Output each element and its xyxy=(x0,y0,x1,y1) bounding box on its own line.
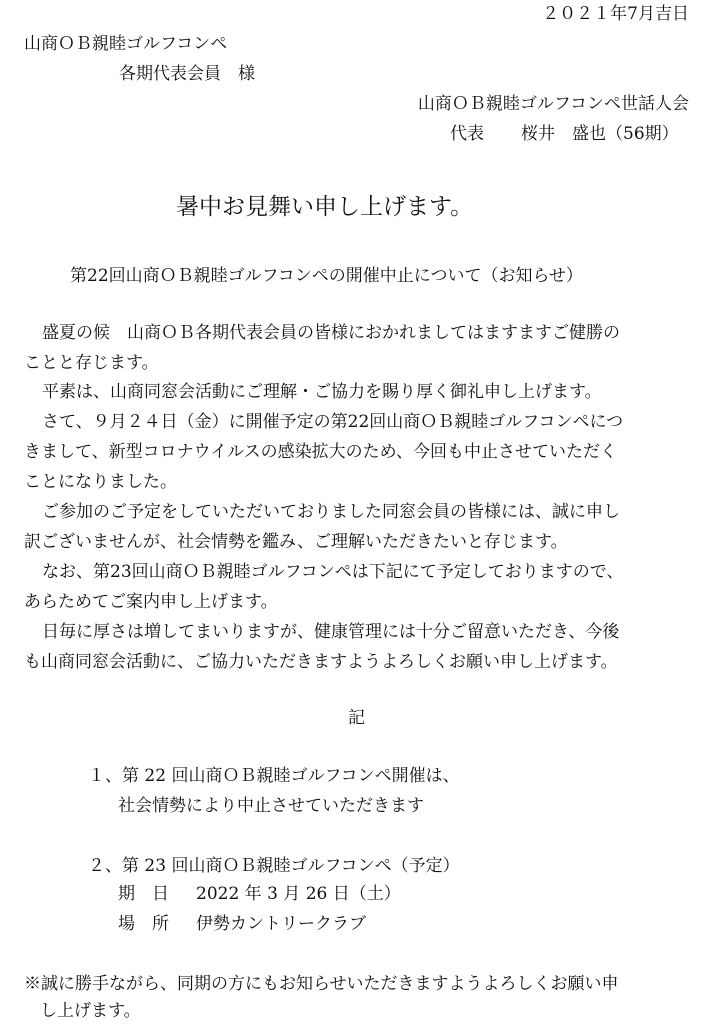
sender-role: 代表 xyxy=(450,124,484,144)
body-line: 訳ございませんが、社会情勢を鑑み、ご理解いただきたいと存じます。 xyxy=(24,532,568,552)
body-line: ことと存じます。 xyxy=(24,353,159,373)
sender-org: 山商ＯＢ親睦ゴルフコンペ世話人会 xyxy=(417,94,689,114)
note-line: し上げます。 xyxy=(40,1001,141,1021)
body-line: 平素は、山商同窓会活動にご理解・ご協力を賜り厚く御礼申し上げます。 xyxy=(42,382,602,402)
greeting-title: 暑中お見舞い申し上げます。 xyxy=(176,194,474,220)
event-place-label: 場 所 xyxy=(118,914,169,934)
subject-line: 第22回山商ＯＢ親睦ゴルフコンペの開催中止について（お知らせ） xyxy=(70,266,583,286)
recipient-org: 山商ＯＢ親睦ゴルフコンペ xyxy=(24,34,228,54)
event-date-row xyxy=(118,884,401,904)
event-date-label: 期 日 xyxy=(118,884,169,904)
recipient-name: 各期代表会員 様 xyxy=(119,64,255,84)
letter-date: ２０２１年7月吉日 xyxy=(542,4,689,24)
ki-heading: 記 xyxy=(348,708,365,728)
body-line: も山商同窓会活動に、ご協力いただきますようよろしくお願い申し上げます。 xyxy=(24,652,618,672)
body-line: ご参加のご予定をしていただいておりました同窓会員の皆様には、誠に申し xyxy=(42,502,620,522)
note-line: ※誠に勝手ながら、同期の方にもお知らせいただきますようよろしくお願い申 xyxy=(24,974,619,994)
body-line: 盛夏の候 山商ＯＢ各期代表会員の皆様におかれましてはますますご健勝の xyxy=(42,323,620,343)
event-place-value: 伊勢カントリークラブ xyxy=(196,914,366,934)
body-line: 日毎に厚さは増してまいりますが、健康管理には十分ご留意いただき、今後 xyxy=(42,622,620,642)
item1-line2: 社会情勢により中止させていただきます xyxy=(118,796,424,816)
body-line: さて、９月２４日（金）に開催予定の第22回山商ＯＢ親睦ゴルフコンペにつ xyxy=(42,412,624,432)
body-line: きまして、新型コロナウイルスの感染拡大のため、今回も中止させていただく xyxy=(24,442,617,462)
item2-line1: ２、第 23 回山商ＯＢ親睦ゴルフコンペ（予定） xyxy=(88,856,460,876)
event-date-value: 2022 年 3 月 26 日（土） xyxy=(196,884,401,904)
body-line: あらためてご案内申し上げます。 xyxy=(24,592,278,612)
event-place-row xyxy=(118,914,366,934)
body-line: ことになりました。 xyxy=(24,472,177,492)
body-line: なお、第23回山商ＯＢ親睦ゴルフコンペは下記にて予定しておりますので、 xyxy=(42,562,624,582)
sender-name: 桜井 盛也（56期） xyxy=(521,124,679,144)
item1-line1: １、第 22 回山商ＯＢ親睦ゴルフコンペ開催は、 xyxy=(88,766,460,786)
